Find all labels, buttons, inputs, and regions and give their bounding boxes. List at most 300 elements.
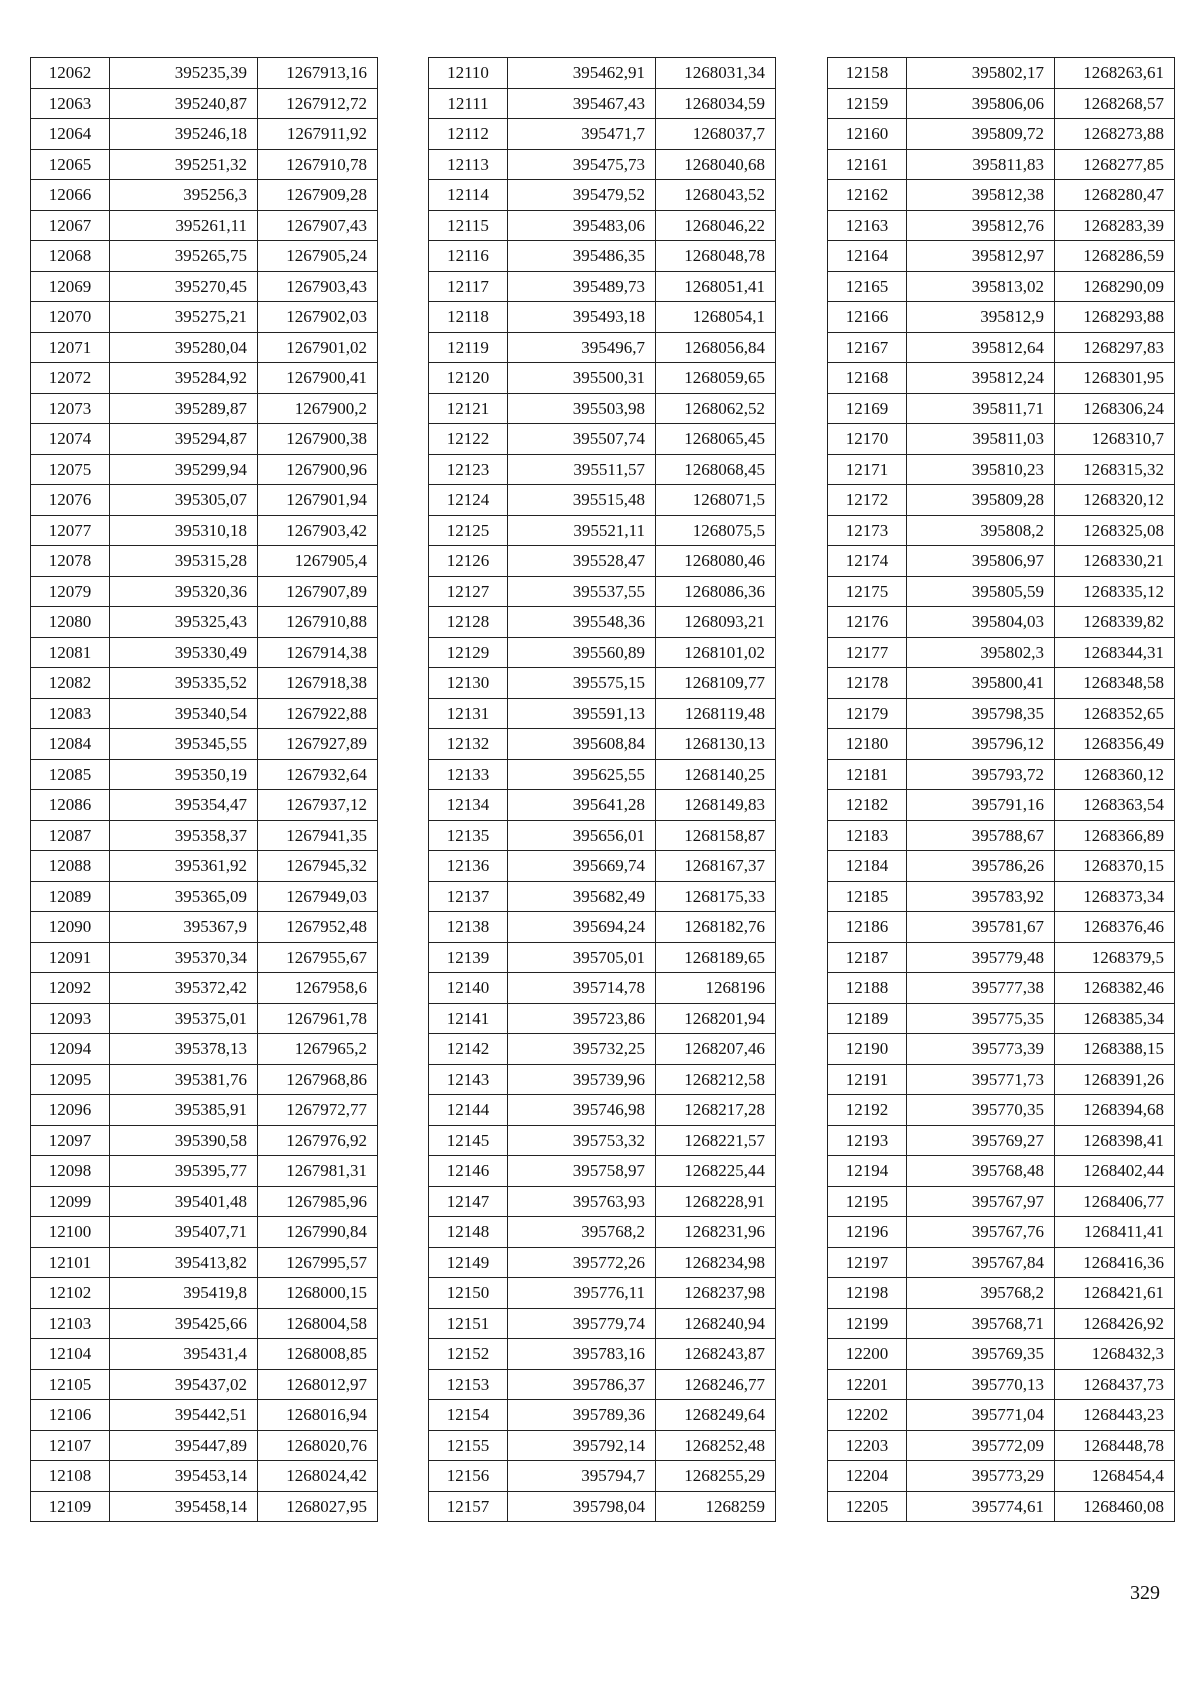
x-coordinate-cell: 395447,89 bbox=[110, 1430, 258, 1461]
y-coordinate-cell: 1268366,89 bbox=[1055, 820, 1175, 851]
point-number-cell: 12137 bbox=[429, 881, 508, 912]
point-number-cell: 12158 bbox=[828, 58, 907, 89]
point-number-cell: 12203 bbox=[828, 1430, 907, 1461]
point-number-cell: 12081 bbox=[31, 637, 110, 668]
y-coordinate-cell: 1268201,94 bbox=[656, 1003, 776, 1034]
y-coordinate-cell: 1268109,77 bbox=[656, 668, 776, 699]
table-row bbox=[828, 1095, 1175, 1126]
y-coordinate-cell: 1268040,68 bbox=[656, 149, 776, 180]
y-coordinate-cell: 1267952,48 bbox=[258, 912, 378, 943]
point-number-cell: 12121 bbox=[429, 393, 508, 424]
point-number-cell: 12155 bbox=[429, 1430, 508, 1461]
table-row bbox=[828, 119, 1175, 150]
x-coordinate-cell: 395358,37 bbox=[110, 820, 258, 851]
x-coordinate-cell: 395682,49 bbox=[508, 881, 656, 912]
point-number-cell: 12184 bbox=[828, 851, 907, 882]
x-coordinate-cell: 395265,75 bbox=[110, 241, 258, 272]
table-row bbox=[429, 942, 776, 973]
y-coordinate-cell: 1268196 bbox=[656, 973, 776, 1004]
point-number-cell: 12075 bbox=[31, 454, 110, 485]
table-row bbox=[31, 759, 378, 790]
y-coordinate-cell: 1268263,61 bbox=[1055, 58, 1175, 89]
y-coordinate-cell: 1267913,16 bbox=[258, 58, 378, 89]
point-number-cell: 12102 bbox=[31, 1278, 110, 1309]
table-row bbox=[31, 1339, 378, 1370]
table-row bbox=[31, 820, 378, 851]
y-coordinate-cell: 1268243,87 bbox=[656, 1339, 776, 1370]
table-row bbox=[429, 546, 776, 577]
y-coordinate-cell: 1267911,92 bbox=[258, 119, 378, 150]
x-coordinate-cell: 395783,16 bbox=[508, 1339, 656, 1370]
y-coordinate-cell: 1268252,48 bbox=[656, 1430, 776, 1461]
point-number-cell: 12197 bbox=[828, 1247, 907, 1278]
y-coordinate-cell: 1268158,87 bbox=[656, 820, 776, 851]
y-coordinate-cell: 1267922,88 bbox=[258, 698, 378, 729]
table-row bbox=[31, 1430, 378, 1461]
y-coordinate-cell: 1268394,68 bbox=[1055, 1095, 1175, 1126]
y-coordinate-cell: 1268051,41 bbox=[656, 271, 776, 302]
point-number-cell: 12114 bbox=[429, 180, 508, 211]
point-number-cell: 12106 bbox=[31, 1400, 110, 1431]
point-number-cell: 12062 bbox=[31, 58, 110, 89]
point-number-cell: 12171 bbox=[828, 454, 907, 485]
table-row bbox=[828, 363, 1175, 394]
x-coordinate-cell: 395486,35 bbox=[508, 241, 656, 272]
table-row bbox=[31, 1156, 378, 1187]
y-coordinate-cell: 1268348,58 bbox=[1055, 668, 1175, 699]
y-coordinate-cell: 1268016,94 bbox=[258, 1400, 378, 1431]
table-row bbox=[429, 393, 776, 424]
y-coordinate-cell: 1268189,65 bbox=[656, 942, 776, 973]
table-row bbox=[429, 1095, 776, 1126]
point-number-cell: 12204 bbox=[828, 1461, 907, 1492]
x-coordinate-cell: 395789,36 bbox=[508, 1400, 656, 1431]
table-row bbox=[31, 1217, 378, 1248]
table-row bbox=[429, 1064, 776, 1095]
table-row bbox=[429, 180, 776, 211]
table-row bbox=[31, 1369, 378, 1400]
point-number-cell: 12063 bbox=[31, 88, 110, 119]
table-row bbox=[31, 149, 378, 180]
table-row bbox=[31, 241, 378, 272]
y-coordinate-cell: 1268068,45 bbox=[656, 454, 776, 485]
x-coordinate-cell: 395771,73 bbox=[907, 1064, 1055, 1095]
table-row bbox=[429, 1247, 776, 1278]
table-row bbox=[828, 912, 1175, 943]
table-row bbox=[429, 424, 776, 455]
point-number-cell: 12189 bbox=[828, 1003, 907, 1034]
point-number-cell: 12096 bbox=[31, 1095, 110, 1126]
table-row bbox=[429, 1034, 776, 1065]
y-coordinate-cell: 1267955,67 bbox=[258, 942, 378, 973]
table-row bbox=[429, 1369, 776, 1400]
y-coordinate-cell: 1268277,85 bbox=[1055, 149, 1175, 180]
x-coordinate-cell: 395608,84 bbox=[508, 729, 656, 760]
point-number-cell: 12176 bbox=[828, 607, 907, 638]
x-coordinate-cell: 395791,16 bbox=[907, 790, 1055, 821]
table-row bbox=[429, 1217, 776, 1248]
table-row bbox=[828, 973, 1175, 1004]
table-row bbox=[828, 729, 1175, 760]
point-number-cell: 12200 bbox=[828, 1339, 907, 1370]
point-number-cell: 12179 bbox=[828, 698, 907, 729]
table-row bbox=[429, 637, 776, 668]
x-coordinate-cell: 395335,52 bbox=[110, 668, 258, 699]
point-number-cell: 12090 bbox=[31, 912, 110, 943]
y-coordinate-cell: 1268231,96 bbox=[656, 1217, 776, 1248]
table-row bbox=[31, 1247, 378, 1278]
table-row bbox=[828, 576, 1175, 607]
y-coordinate-cell: 1268034,59 bbox=[656, 88, 776, 119]
table-row bbox=[31, 912, 378, 943]
table-row bbox=[828, 607, 1175, 638]
table-row bbox=[429, 363, 776, 394]
y-coordinate-cell: 1267927,89 bbox=[258, 729, 378, 760]
x-coordinate-cell: 395802,3 bbox=[907, 637, 1055, 668]
point-number-cell: 12068 bbox=[31, 241, 110, 272]
x-coordinate-cell: 395390,58 bbox=[110, 1125, 258, 1156]
table-row bbox=[828, 302, 1175, 333]
point-number-cell: 12105 bbox=[31, 1369, 110, 1400]
point-number-cell: 12067 bbox=[31, 210, 110, 241]
y-coordinate-cell: 1268101,02 bbox=[656, 637, 776, 668]
x-coordinate-cell: 395496,7 bbox=[508, 332, 656, 363]
x-coordinate-cell: 395809,28 bbox=[907, 485, 1055, 516]
x-coordinate-cell: 395365,09 bbox=[110, 881, 258, 912]
x-coordinate-cell: 395812,38 bbox=[907, 180, 1055, 211]
y-coordinate-cell: 1267918,38 bbox=[258, 668, 378, 699]
point-number-cell: 12162 bbox=[828, 180, 907, 211]
table-row bbox=[429, 454, 776, 485]
x-coordinate-cell: 395395,77 bbox=[110, 1156, 258, 1187]
point-number-cell: 12088 bbox=[31, 851, 110, 882]
point-number-cell: 12191 bbox=[828, 1064, 907, 1095]
table-row bbox=[828, 88, 1175, 119]
table-row bbox=[31, 393, 378, 424]
table-row bbox=[828, 1125, 1175, 1156]
y-coordinate-cell: 1267937,12 bbox=[258, 790, 378, 821]
y-coordinate-cell: 1268056,84 bbox=[656, 332, 776, 363]
y-coordinate-cell: 1268290,09 bbox=[1055, 271, 1175, 302]
y-coordinate-cell: 1268286,59 bbox=[1055, 241, 1175, 272]
point-number-cell: 12181 bbox=[828, 759, 907, 790]
table-row bbox=[828, 271, 1175, 302]
table-row bbox=[429, 668, 776, 699]
table-row bbox=[429, 119, 776, 150]
x-coordinate-cell: 395773,39 bbox=[907, 1034, 1055, 1065]
x-coordinate-cell: 395521,11 bbox=[508, 515, 656, 546]
y-coordinate-cell: 1268382,46 bbox=[1055, 973, 1175, 1004]
coordinate-table-2 bbox=[428, 57, 776, 1522]
point-number-cell: 12153 bbox=[429, 1369, 508, 1400]
table-row bbox=[31, 1400, 378, 1431]
table-row bbox=[31, 607, 378, 638]
y-coordinate-cell: 1268217,28 bbox=[656, 1095, 776, 1126]
point-number-cell: 12113 bbox=[429, 149, 508, 180]
table-row bbox=[31, 1278, 378, 1309]
point-number-cell: 12133 bbox=[429, 759, 508, 790]
x-coordinate-cell: 395806,06 bbox=[907, 88, 1055, 119]
point-number-cell: 12196 bbox=[828, 1217, 907, 1248]
y-coordinate-cell: 1268054,1 bbox=[656, 302, 776, 333]
x-coordinate-cell: 395431,4 bbox=[110, 1339, 258, 1370]
y-coordinate-cell: 1267976,92 bbox=[258, 1125, 378, 1156]
point-number-cell: 12087 bbox=[31, 820, 110, 851]
point-number-cell: 12129 bbox=[429, 637, 508, 668]
point-number-cell: 12139 bbox=[429, 942, 508, 973]
y-coordinate-cell: 1268370,15 bbox=[1055, 851, 1175, 882]
table-row bbox=[31, 1491, 378, 1522]
y-coordinate-cell: 1268043,52 bbox=[656, 180, 776, 211]
x-coordinate-cell: 395401,48 bbox=[110, 1186, 258, 1217]
x-coordinate-cell: 395812,64 bbox=[907, 332, 1055, 363]
x-coordinate-cell: 395370,34 bbox=[110, 942, 258, 973]
table-row bbox=[31, 1308, 378, 1339]
table-row bbox=[828, 1461, 1175, 1492]
table-row bbox=[828, 1400, 1175, 1431]
y-coordinate-cell: 1267901,94 bbox=[258, 485, 378, 516]
point-number-cell: 12188 bbox=[828, 973, 907, 1004]
x-coordinate-cell: 395767,97 bbox=[907, 1186, 1055, 1217]
table-row bbox=[828, 1156, 1175, 1187]
point-number-cell: 12117 bbox=[429, 271, 508, 302]
y-coordinate-cell: 1268059,65 bbox=[656, 363, 776, 394]
table-row bbox=[31, 729, 378, 760]
point-number-cell: 12100 bbox=[31, 1217, 110, 1248]
y-coordinate-cell: 1267907,43 bbox=[258, 210, 378, 241]
x-coordinate-cell: 395372,42 bbox=[110, 973, 258, 1004]
x-coordinate-cell: 395796,12 bbox=[907, 729, 1055, 760]
x-coordinate-cell: 395489,73 bbox=[508, 271, 656, 302]
point-number-cell: 12098 bbox=[31, 1156, 110, 1187]
x-coordinate-cell: 395280,04 bbox=[110, 332, 258, 363]
table-row bbox=[31, 1186, 378, 1217]
y-coordinate-cell: 1268004,58 bbox=[258, 1308, 378, 1339]
x-coordinate-cell: 395769,27 bbox=[907, 1125, 1055, 1156]
x-coordinate-cell: 395774,61 bbox=[907, 1491, 1055, 1522]
x-coordinate-cell: 395378,13 bbox=[110, 1034, 258, 1065]
x-coordinate-cell: 395493,18 bbox=[508, 302, 656, 333]
point-number-cell: 12174 bbox=[828, 546, 907, 577]
y-coordinate-cell: 1268325,08 bbox=[1055, 515, 1175, 546]
x-coordinate-cell: 395669,74 bbox=[508, 851, 656, 882]
x-coordinate-cell: 395270,45 bbox=[110, 271, 258, 302]
x-coordinate-cell: 395345,55 bbox=[110, 729, 258, 760]
point-number-cell: 12078 bbox=[31, 546, 110, 577]
table-row bbox=[429, 210, 776, 241]
x-coordinate-cell: 395471,7 bbox=[508, 119, 656, 150]
x-coordinate-cell: 395246,18 bbox=[110, 119, 258, 150]
table-row bbox=[429, 241, 776, 272]
y-coordinate-cell: 1267990,84 bbox=[258, 1217, 378, 1248]
table-row bbox=[429, 1186, 776, 1217]
x-coordinate-cell: 395732,25 bbox=[508, 1034, 656, 1065]
x-coordinate-cell: 395804,03 bbox=[907, 607, 1055, 638]
y-coordinate-cell: 1267968,86 bbox=[258, 1064, 378, 1095]
point-number-cell: 12164 bbox=[828, 241, 907, 272]
y-coordinate-cell: 1268249,64 bbox=[656, 1400, 776, 1431]
y-coordinate-cell: 1268182,76 bbox=[656, 912, 776, 943]
point-number-cell: 12180 bbox=[828, 729, 907, 760]
table-row bbox=[31, 851, 378, 882]
x-coordinate-cell: 395739,96 bbox=[508, 1064, 656, 1095]
table-row bbox=[828, 1064, 1175, 1095]
point-number-cell: 12168 bbox=[828, 363, 907, 394]
x-coordinate-cell: 395310,18 bbox=[110, 515, 258, 546]
table-row bbox=[828, 210, 1175, 241]
point-number-cell: 12178 bbox=[828, 668, 907, 699]
y-coordinate-cell: 1267945,32 bbox=[258, 851, 378, 882]
table-row bbox=[429, 485, 776, 516]
x-coordinate-cell: 395235,39 bbox=[110, 58, 258, 89]
y-coordinate-cell: 1268065,45 bbox=[656, 424, 776, 455]
point-number-cell: 12134 bbox=[429, 790, 508, 821]
y-coordinate-cell: 1268020,76 bbox=[258, 1430, 378, 1461]
point-number-cell: 12092 bbox=[31, 973, 110, 1004]
table-row bbox=[429, 698, 776, 729]
y-coordinate-cell: 1267910,88 bbox=[258, 607, 378, 638]
y-coordinate-cell: 1268301,95 bbox=[1055, 363, 1175, 394]
y-coordinate-cell: 1268391,26 bbox=[1055, 1064, 1175, 1095]
x-coordinate-cell: 395625,55 bbox=[508, 759, 656, 790]
table-row bbox=[828, 1186, 1175, 1217]
table-row bbox=[31, 973, 378, 1004]
x-coordinate-cell: 395425,66 bbox=[110, 1308, 258, 1339]
point-number-cell: 12119 bbox=[429, 332, 508, 363]
y-coordinate-cell: 1268388,15 bbox=[1055, 1034, 1175, 1065]
x-coordinate-cell: 395479,52 bbox=[508, 180, 656, 211]
x-coordinate-cell: 395798,04 bbox=[508, 1491, 656, 1522]
y-coordinate-cell: 1267901,02 bbox=[258, 332, 378, 363]
table-row bbox=[828, 515, 1175, 546]
y-coordinate-cell: 1268437,73 bbox=[1055, 1369, 1175, 1400]
table-row bbox=[429, 271, 776, 302]
x-coordinate-cell: 395367,9 bbox=[110, 912, 258, 943]
point-number-cell: 12140 bbox=[429, 973, 508, 1004]
table-row bbox=[429, 88, 776, 119]
table-row bbox=[828, 1430, 1175, 1461]
x-coordinate-cell: 395381,76 bbox=[110, 1064, 258, 1095]
x-coordinate-cell: 395261,11 bbox=[110, 210, 258, 241]
x-coordinate-cell: 395811,03 bbox=[907, 424, 1055, 455]
x-coordinate-cell: 395768,2 bbox=[508, 1217, 656, 1248]
x-coordinate-cell: 395714,78 bbox=[508, 973, 656, 1004]
point-number-cell: 12130 bbox=[429, 668, 508, 699]
x-coordinate-cell: 395591,13 bbox=[508, 698, 656, 729]
table-row bbox=[429, 790, 776, 821]
table-row bbox=[31, 546, 378, 577]
table-row bbox=[828, 424, 1175, 455]
table-row bbox=[429, 1308, 776, 1339]
x-coordinate-cell: 395483,06 bbox=[508, 210, 656, 241]
x-coordinate-cell: 395775,35 bbox=[907, 1003, 1055, 1034]
table-row bbox=[429, 759, 776, 790]
y-coordinate-cell: 1268293,88 bbox=[1055, 302, 1175, 333]
table-row bbox=[429, 1430, 776, 1461]
table-row bbox=[429, 332, 776, 363]
point-number-cell: 12079 bbox=[31, 576, 110, 607]
point-number-cell: 12076 bbox=[31, 485, 110, 516]
table-row bbox=[828, 851, 1175, 882]
point-number-cell: 12186 bbox=[828, 912, 907, 943]
point-number-cell: 12187 bbox=[828, 942, 907, 973]
point-number-cell: 12148 bbox=[429, 1217, 508, 1248]
y-coordinate-cell: 1268320,12 bbox=[1055, 485, 1175, 516]
point-number-cell: 12083 bbox=[31, 698, 110, 729]
x-coordinate-cell: 395315,28 bbox=[110, 546, 258, 577]
table-row bbox=[828, 820, 1175, 851]
y-coordinate-cell: 1268421,61 bbox=[1055, 1278, 1175, 1309]
point-number-cell: 12195 bbox=[828, 1186, 907, 1217]
x-coordinate-cell: 395361,92 bbox=[110, 851, 258, 882]
point-number-cell: 12132 bbox=[429, 729, 508, 760]
x-coordinate-cell: 395786,26 bbox=[907, 851, 1055, 882]
table-row bbox=[828, 454, 1175, 485]
point-number-cell: 12163 bbox=[828, 210, 907, 241]
y-coordinate-cell: 1268306,24 bbox=[1055, 393, 1175, 424]
point-number-cell: 12080 bbox=[31, 607, 110, 638]
x-coordinate-cell: 395779,74 bbox=[508, 1308, 656, 1339]
point-number-cell: 12074 bbox=[31, 424, 110, 455]
y-coordinate-cell: 1267900,96 bbox=[258, 454, 378, 485]
x-coordinate-cell: 395515,48 bbox=[508, 485, 656, 516]
x-coordinate-cell: 395413,82 bbox=[110, 1247, 258, 1278]
point-number-cell: 12107 bbox=[31, 1430, 110, 1461]
y-coordinate-cell: 1268363,54 bbox=[1055, 790, 1175, 821]
y-coordinate-cell: 1268000,15 bbox=[258, 1278, 378, 1309]
y-coordinate-cell: 1268080,46 bbox=[656, 546, 776, 577]
y-coordinate-cell: 1267995,57 bbox=[258, 1247, 378, 1278]
y-coordinate-cell: 1267902,03 bbox=[258, 302, 378, 333]
y-coordinate-cell: 1268246,77 bbox=[656, 1369, 776, 1400]
point-number-cell: 12141 bbox=[429, 1003, 508, 1034]
point-number-cell: 12070 bbox=[31, 302, 110, 333]
table-row bbox=[31, 881, 378, 912]
y-coordinate-cell: 1268360,12 bbox=[1055, 759, 1175, 790]
x-coordinate-cell: 395772,09 bbox=[907, 1430, 1055, 1461]
y-coordinate-cell: 1267909,28 bbox=[258, 180, 378, 211]
y-coordinate-cell: 1267900,38 bbox=[258, 424, 378, 455]
point-number-cell: 12127 bbox=[429, 576, 508, 607]
point-number-cell: 12104 bbox=[31, 1339, 110, 1370]
x-coordinate-cell: 395811,83 bbox=[907, 149, 1055, 180]
x-coordinate-cell: 395511,57 bbox=[508, 454, 656, 485]
x-coordinate-cell: 395805,59 bbox=[907, 576, 1055, 607]
table-row bbox=[828, 1003, 1175, 1034]
x-coordinate-cell: 395746,98 bbox=[508, 1095, 656, 1126]
x-coordinate-cell: 395770,13 bbox=[907, 1369, 1055, 1400]
point-number-cell: 12120 bbox=[429, 363, 508, 394]
y-coordinate-cell: 1268385,34 bbox=[1055, 1003, 1175, 1034]
point-number-cell: 12142 bbox=[429, 1034, 508, 1065]
point-number-cell: 12093 bbox=[31, 1003, 110, 1034]
y-coordinate-cell: 1268046,22 bbox=[656, 210, 776, 241]
x-coordinate-cell: 395503,98 bbox=[508, 393, 656, 424]
table-row bbox=[429, 1003, 776, 1034]
point-number-cell: 12147 bbox=[429, 1186, 508, 1217]
x-coordinate-cell: 395407,71 bbox=[110, 1217, 258, 1248]
y-coordinate-cell: 1268379,5 bbox=[1055, 942, 1175, 973]
y-coordinate-cell: 1268335,12 bbox=[1055, 576, 1175, 607]
table-row bbox=[31, 302, 378, 333]
point-number-cell: 12145 bbox=[429, 1125, 508, 1156]
table-row bbox=[828, 637, 1175, 668]
point-number-cell: 12084 bbox=[31, 729, 110, 760]
table-row bbox=[31, 576, 378, 607]
y-coordinate-cell: 1268175,33 bbox=[656, 881, 776, 912]
point-number-cell: 12123 bbox=[429, 454, 508, 485]
y-coordinate-cell: 1268259 bbox=[656, 1491, 776, 1522]
